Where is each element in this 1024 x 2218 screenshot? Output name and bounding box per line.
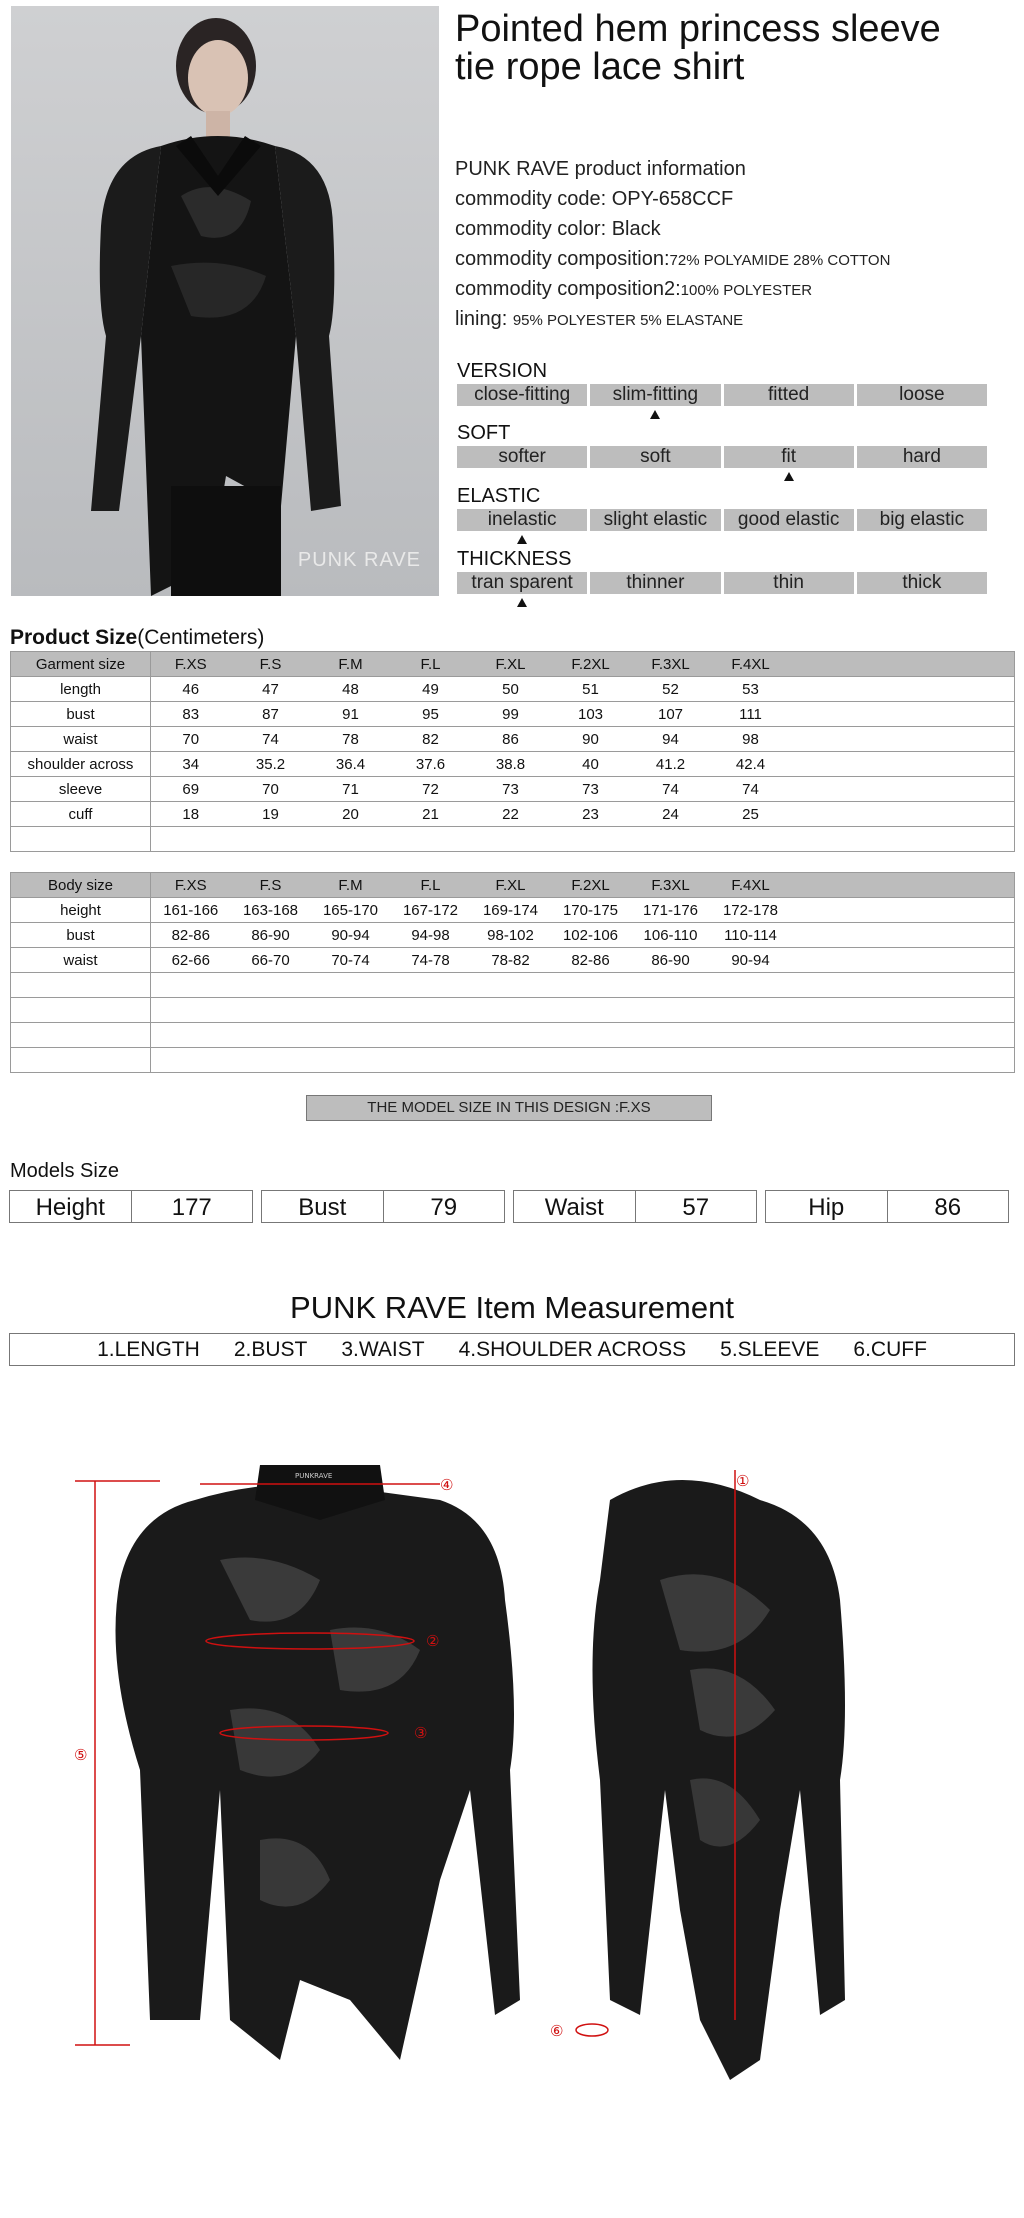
size-header: F.M [311,873,391,898]
scale-option: softer [457,446,587,468]
scale-elastic [457,483,987,531]
table-cell: 170-175 [551,898,631,923]
empty-cell [151,973,1015,998]
empty-cell [151,827,1015,852]
table-cell: 52 [631,677,711,702]
table-cell: 48 [311,677,391,702]
scale-option: thin [724,572,854,594]
measurement-title: PUNK RAVE Item Measurement [290,1290,734,1325]
table-cell: 161-166 [151,898,231,923]
table-cell: 86-90 [231,923,311,948]
table-cell: 71 [311,777,391,802]
scale-label: VERSION [457,360,548,382]
info-lining: lining: 95% POLYESTER 5% ELASTANE [455,308,744,330]
marker-length: ① [736,1472,750,1490]
garment-diagram [0,1460,1024,2120]
info-color: commodity color: Black [455,218,661,240]
table-cell: 107 [631,702,711,727]
table-cell: 95 [391,702,471,727]
row-spacer [791,923,1015,948]
size-header: F.S [231,652,311,677]
row-label: bust [11,702,151,727]
table-cell: 102-106 [551,923,631,948]
table-cell: 24 [631,802,711,827]
scale-label: SOFT [457,422,511,444]
marker-bust: ② [426,1632,440,1650]
table-cell: 22 [471,802,551,827]
scale-options [457,509,987,531]
scale-selected-marker [784,472,794,481]
table-row [11,727,1015,752]
scale-thickness [457,546,987,594]
scale-option: thick [857,572,987,594]
table-cell: 70 [231,777,311,802]
header-spacer [791,873,1015,898]
product-photo [11,6,439,596]
legend-bust: 2.BUST [233,1338,308,1361]
table-cell: 172-178 [711,898,791,923]
legend-shoulder: 4.SHOULDER ACROSS [458,1338,687,1361]
size-header: F.4XL [711,652,791,677]
table-cell: 70-74 [311,948,391,973]
scale-selected-marker [517,598,527,607]
table-cell: 73 [551,777,631,802]
scale-label: ELASTIC [457,485,541,507]
table-cell: 163-168 [231,898,311,923]
table-header-row [11,652,1015,677]
table-cell: 47 [231,677,311,702]
table-cell: 51 [551,677,631,702]
empty-row [11,1023,1015,1048]
table-cell: 23 [551,802,631,827]
scale-selected-marker [517,535,527,544]
empty-row [11,998,1015,1023]
table-cell: 34 [151,752,231,777]
table-cell: 36.4 [311,752,391,777]
table-cell: 74-78 [391,948,471,973]
table-row [11,677,1015,702]
table-cell: 74 [231,727,311,752]
table-row [11,898,1015,923]
empty-cell [151,1023,1015,1048]
size-header: F.L [391,873,471,898]
scale-option: slim-fitting [590,384,720,406]
scale-option: good elastic [724,509,854,531]
table-cell: 86-90 [631,948,711,973]
scale-option: soft [590,446,720,468]
models-size-title: Models Size [10,1160,119,1182]
row-label: sleeve [11,777,151,802]
marker-sleeve: ⑤ [74,1746,88,1764]
table-cell: 98 [711,727,791,752]
scale-option: slight elastic [590,509,720,531]
row-spacer [791,802,1015,827]
garment-front [116,1465,521,2060]
table-cell: 25 [711,802,791,827]
product-title [455,10,1015,86]
size-header: F.XL [471,652,551,677]
legend-sleeve: 5.SLEEVE [720,1338,820,1361]
table-cell: 62-66 [151,948,231,973]
table-cell: 72 [391,777,471,802]
table-cell: 171-176 [631,898,711,923]
table-cell: 19 [231,802,311,827]
table-cell: 40 [551,752,631,777]
table-row [11,802,1015,827]
size-header: F.XS [151,652,231,677]
scale-option: fit [724,446,854,468]
scale-option: loose [857,384,987,406]
scale-options [457,572,987,594]
scale-option: big elastic [857,509,987,531]
info-composition: commodity composition:72% POLYAMIDE 28% COTTON [455,248,891,270]
size-header: F.3XL [631,652,711,677]
table-cell: 94 [631,727,711,752]
table-cell: 78 [311,727,391,752]
table-cell: 110-114 [711,923,791,948]
model-height-box: Height 177 [9,1190,253,1223]
scale-option: hard [857,446,987,468]
size-header: F.M [311,652,391,677]
table-cell: 86 [471,727,551,752]
table-cell: 35.2 [231,752,311,777]
table-cell: 82-86 [151,923,231,948]
empty-row [11,1048,1015,1073]
row-spacer [791,948,1015,973]
table-cell: 106-110 [631,923,711,948]
table-row [11,923,1015,948]
size-header: F.3XL [631,873,711,898]
row-spacer [791,677,1015,702]
row-label: bust [11,923,151,948]
empty-cell [151,1048,1015,1073]
marker-cuff: ⑥ [550,2022,564,2040]
scale-options [457,384,987,406]
scale-option: close-fitting [457,384,587,406]
row-label: shoulder across [11,752,151,777]
table-cell: 169-174 [471,898,551,923]
table-cell: 18 [151,802,231,827]
product-size-title: Product Size(Centimeters) [10,626,265,649]
header-label: Garment size [11,652,151,677]
table-cell: 167-172 [391,898,471,923]
empty-cell [11,1023,151,1048]
body-size-table [10,872,1015,1073]
table-cell: 82-86 [551,948,631,973]
row-label: waist [11,948,151,973]
marker-shoulder: ④ [440,1476,454,1494]
size-header: F.L [391,652,471,677]
garment-label: PUNKRAVE [295,1472,333,1480]
table-cell: 74 [711,777,791,802]
garment-back [593,1480,846,2080]
empty-cell [11,998,151,1023]
table-cell: 37.6 [391,752,471,777]
table-cell: 99 [471,702,551,727]
table-cell: 50 [471,677,551,702]
size-header: F.XS [151,873,231,898]
watermark: PUNK RAVE [297,549,421,571]
legend-cuff: 6.CUFF [853,1338,927,1361]
empty-cell [11,827,151,852]
table-cell: 46 [151,677,231,702]
table-cell: 21 [391,802,471,827]
table-cell: 103 [551,702,631,727]
header-spacer [791,652,1015,677]
marker-waist: ③ [414,1724,428,1742]
table-row [11,948,1015,973]
empty-row [11,827,1015,852]
row-spacer [791,898,1015,923]
model-figure [11,6,439,596]
table-cell: 91 [311,702,391,727]
scale-option: inelastic [457,509,587,531]
table-cell: 73 [471,777,551,802]
row-spacer [791,702,1015,727]
table-cell: 87 [231,702,311,727]
table-cell: 90-94 [311,923,391,948]
table-header-row [11,873,1015,898]
scale-option: tran sparent [457,572,587,594]
row-label: height [11,898,151,923]
table-cell: 165-170 [311,898,391,923]
empty-cell [11,1048,151,1073]
size-header: F.S [231,873,311,898]
empty-cell [11,973,151,998]
table-cell: 42.4 [711,752,791,777]
table-cell: 82 [391,727,471,752]
table-cell: 111 [711,702,791,727]
scale-selected-marker [650,410,660,419]
empty-cell [151,998,1015,1023]
scale-options [457,446,987,468]
size-header: F.XL [471,873,551,898]
info-heading: PUNK RAVE product information [455,158,746,180]
product-info [455,154,1015,334]
table-cell: 78-82 [471,948,551,973]
table-cell: 74 [631,777,711,802]
model-size-note: THE MODEL SIZE IN THIS DESIGN :F.XS [306,1095,712,1121]
scale-version [457,358,987,406]
legend-waist: 3.WAIST [341,1338,425,1361]
model-waist-box: Waist 57 [513,1190,757,1223]
table-row [11,752,1015,777]
size-header: F.2XL [551,873,631,898]
header-label: Body size [11,873,151,898]
info-code: commodity code: OPY-658CCF [455,188,734,210]
scale-label: THICKNESS [457,548,572,570]
table-cell: 90 [551,727,631,752]
table-cell: 90-94 [711,948,791,973]
row-label: length [11,677,151,702]
row-spacer [791,752,1015,777]
table-cell: 94-98 [391,923,471,948]
table-row [11,702,1015,727]
scale-option: fitted [724,384,854,406]
table-cell: 98-102 [471,923,551,948]
table-cell: 49 [391,677,471,702]
table-cell: 70 [151,727,231,752]
garment-size-table [10,651,1015,852]
row-spacer [791,777,1015,802]
table-cell: 41.2 [631,752,711,777]
row-label: waist [11,727,151,752]
row-spacer [791,727,1015,752]
info-composition2: commodity composition2:100% POLYESTER [455,278,813,300]
empty-row [11,973,1015,998]
table-cell: 38.8 [471,752,551,777]
size-header: F.4XL [711,873,791,898]
scale-soft [457,420,987,468]
legend-length: 1.LENGTH [97,1338,200,1361]
model-hip-box: Hip 86 [765,1190,1009,1223]
model-bust-box: Bust 79 [261,1190,505,1223]
title-line-2: tie rope lace shirt [455,46,745,88]
table-cell: 53 [711,677,791,702]
table-cell: 83 [151,702,231,727]
models-size-row [9,1190,1009,1223]
scale-option: thinner [590,572,720,594]
size-header: F.2XL [551,652,631,677]
table-cell: 66-70 [231,948,311,973]
table-cell: 20 [311,802,391,827]
table-row [11,777,1015,802]
row-label: cuff [11,802,151,827]
title-line-1: Pointed hem princess sleeve [455,8,941,50]
measurement-legend [9,1333,1015,1366]
table-cell: 69 [151,777,231,802]
